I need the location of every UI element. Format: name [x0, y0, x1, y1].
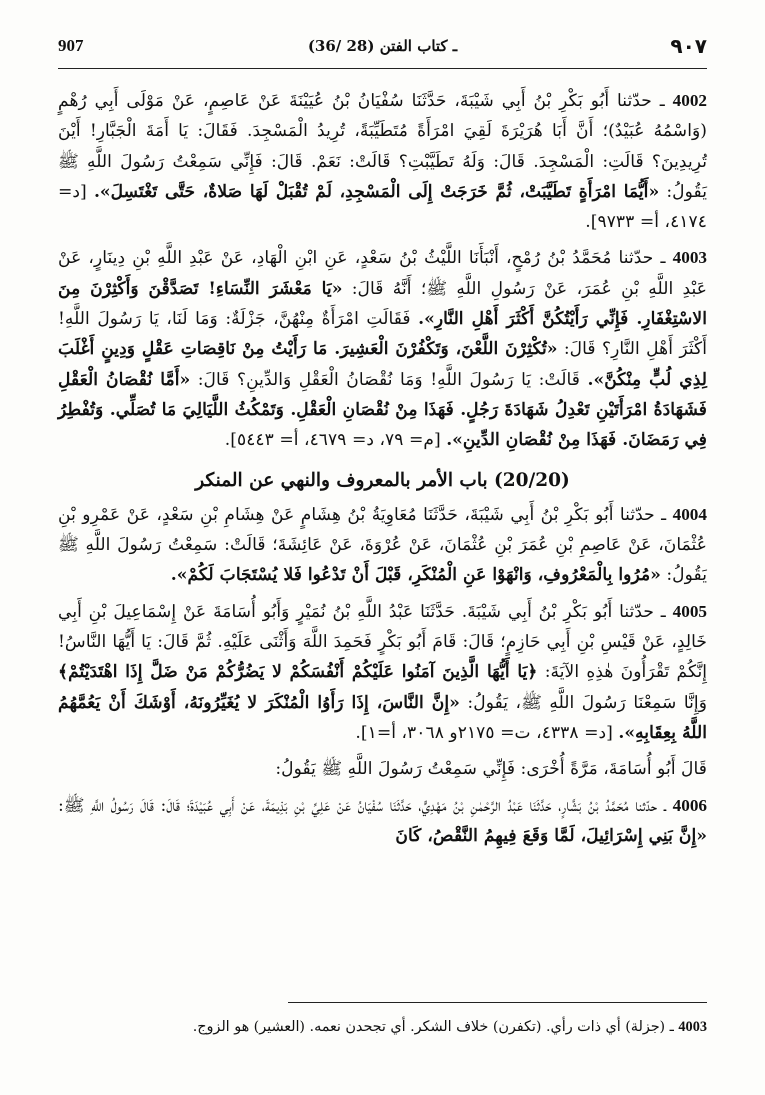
quran-verse: ﴿يَا أَيُّهَا الَّذِينَ آمَنُوا عَلَيْكُمْ أَنْفُسَكُمْ لا يَضُرُّكُمْ مَنْ ضَلَّ إِذَا اهْتَدَيْتُمْ﴾	[58, 662, 538, 683]
page-header	[58, 34, 707, 69]
hadith-reference: [د= ٤١٧٤، أ= ٩٧٣٣].	[58, 181, 707, 233]
footnote-number: 4003	[678, 1019, 707, 1035]
hadith-number: 4003	[672, 248, 707, 268]
page-number-arabic: ٩٠٧	[670, 34, 707, 58]
hadith-matn: «إِنَّ النَّاسَ، إِذَا رَأَوُا الْمُنْكَرَ لا يُغَيِّرُونَهُ، أَوْشَكَ أَنْ يَعُمَّهُمُ اللَّهُ بِعِقَابِهِ».	[58, 692, 707, 743]
hadith-isnad: ـ حدّثنا مُحَمَّدُ بْنُ رُمْحٍ، أَنْبَأَنَا اللَّيْثُ بْنُ سَعْدٍ، عَنِ ابْنِ الْهَادِ، عَنْ عَبْدِ اللَّهِ بْنِ دِينَارٍ، عَنْ عَبْدِ اللَّهِ بْنِ عُمَرَ، عَنْ رَسُولِ اللَّهِ ﷺ؛ أَنَّهُ قَالَ:	[58, 248, 707, 299]
hadith-number: 4004	[672, 504, 707, 524]
footnote	[58, 1016, 707, 1038]
hadith-4004	[58, 500, 707, 591]
hadith-isnad: ـ حدّثنا أَبُو بَكْرِ بْنُ أَبِي شَيْبَةَ، حَدَّثَنَا مُعَاوِيَةُ بْنُ هِشَامٍ عَنْ هِشَامِ بْنِ سَعْدٍ، عَنْ عَمْرِو بْنِ عُثْمَانَ، عَنْ عَاصِمِ بْنِ عُمَرَ بْنِ عُثْمَانَ، عَنْ عُرْوَةَ، عَنْ عَائِشَةَ؛ قَالَتْ: سَمِعْتُ رَسُولَ اللَّهِ ﷺ يَقُولُ:	[58, 504, 707, 586]
narrator-note	[58, 754, 707, 784]
hadith-number: 4002	[672, 91, 707, 110]
running-title: (36/ 28) ـ كتاب الفتن	[307, 37, 458, 55]
hadith-narration: قَالَتْ: يَا رَسُولَ اللَّهِ! وَمَا نُقْصَانُ الْعَقْلِ وَالدِّينِ؟ قَالَ:	[197, 369, 580, 390]
hadith-matn: «تُكْثِرْنَ اللَّعْنَ، وَتَكْفُرْنَ الْعَشِيرَ. مَا رَأَيْتُ مِنْ نَاقِصَاتِ عَقْلٍ وَدِينٍ أَغْلَبَ لِذِي لُبٍّ مِنْكُنَّ».	[58, 339, 708, 390]
hadith-matn: «أَمَّا نُقْصَانُ الْعَقْلِ فَشَهَادَةُ امْرَأَتَيْنِ تَعْدِلُ شَهَادَةَ رَجُلٍ. فَهَذَا مِنْ نُقْصَانِ الْعَقْلِ. وَتَمْكُثُ اللَّيَالِيَ مَا تُصَلِّي. وَتُفْطِرُ فِي رَمَضَانَ. فَهَذَا مِنْ نُقْصَانِ الدِّينِ».	[58, 369, 707, 451]
hadith-4003	[58, 243, 707, 455]
narrator-note-text: قَالَ أَبُو أُسَامَةَ، مَرَّةً أُخْرَى: فَإِنِّي سَمِعْتُ رَسُولَ اللَّهِ ﷺ يَقُولُ:	[275, 759, 707, 780]
hadith-isnad: ـ حدّثنا مُحَمَّدُ بْنُ بَشَّارٍ، حَدَّثَنَا عَبْدُ الرَّحْمٰنِ بْنُ مَهْدِيٍّ، حَدَّثَنَا سُفْيَانُ عَنْ عَلِيِّ بْنِ بَذِيمَةَ، عَنْ أَبِي عُبَيْدَةَ؛ قَالَ: قَالَ رَسُولُ اللَّهِ ﷺ:	[58, 795, 666, 816]
hadith-reference: [د= ٤٣٣٨، ت= ٢١٧٥و ٣٠٦٨، أ=١].	[355, 722, 613, 743]
hadith-number: 4005	[672, 601, 707, 621]
hadith-narration: فَقَالَتِ امْرَأَةٌ مِنْهُنَّ، جَزْلَةٌ: وَمَا لَنَا، يَا رَسُولَ اللَّهِ! أَكْثَرَ أَهْلِ النَّارِ؟ قَالَ:	[58, 309, 707, 360]
hadith-matn: «يَا مَعْشَرَ النِّسَاءِ! تَصَدَّقْنَ وَأَكْثِرْنَ مِنَ الاسْتِغْفَارِ. فَإِنِّي رَأَيْتُكُنَّ أَكْثَرَ أَهْلِ النَّارِ».	[58, 278, 707, 330]
main-text	[58, 86, 707, 857]
hadith-4006	[58, 791, 707, 852]
hadith-4005	[58, 597, 707, 748]
hadith-reference: [م= ٧٩، د= ٤٦٧٩، أ= ٥٤٤٣].	[224, 430, 441, 451]
hadith-isnad: ـ حدّثنا أَبُو بَكْرِ بْنُ أَبِي شَيْبَةَ، حَدَّثَنَا سُفْيَانُ بْنُ عُيَيْنَةَ عَنْ عَاصِمٍ، عَنْ مَوْلَى أَبِي رُهْمٍ (وَاسْمُهُ عُبَيْدٌ)؛ أَنَّ أَبَا هُرَيْرَةَ لَقِيَ امْرَأَةً مُتَطَيِّبَةً، تُرِيدُ الْمَسْجِدَ. فَقَالَ: يَا أَمَةَ الْجَبَّارِ! أَيْنَ تُرِيدِينَ؟ قَالَتِ: الْمَسْجِدَ. قَالَ: وَلَهُ تَطَيَّبْتِ؟ قَالَتْ: نَعَمْ. قَالَ: فَإِنِّي سَمِعْتُ رَسُولَ اللَّهِ ﷺ يَقُولُ:	[58, 91, 708, 202]
chapter-heading: (20/20) باب الأمر بالمعروف والنهي عن المنكر	[195, 469, 570, 491]
hadith-matn: «أَيُّمَا امْرَأَةٍ تَطَيَّبَتْ، ثُمَّ خَرَجَتْ إِلَى الْمَسْجِدِ، لَمْ تُقْبَلْ لَهَا صَلاةٌ، حَتَّى تَغْتَسِلَ».	[93, 181, 660, 202]
footnote-text: ـ (جزلة) أي ذات رأي. (تكفرن) خلاف الشكر. أي تجحدن نعمه. (العشير) هو الزوج.	[192, 1019, 674, 1035]
hadith-4002	[58, 86, 707, 237]
footnote-divider	[288, 1002, 707, 1003]
hadith-matn: «مُرُوا بِالْمَعْرُوفِ، وَانْهَوْا عَنِ الْمُنْكَرِ، قَبْلَ أَنْ تَدْعُوا فَلا يُسْتَجَابَ لَكُمْ».	[170, 565, 661, 586]
hadith-number: 4006	[672, 795, 708, 815]
hadith-isnad: ـ حدّثنا أَبُو بَكْرِ بْنُ أَبِي شَيْبَةَ. حَدَّثَنَا عَبْدُ اللَّهِ بْنُ نُمَيْرٍ وَأَبُو أُسَامَةَ عَنْ إِسْمَاعِيلَ بْنِ أَبِي خَالِدٍ، عَنْ قَيْسِ بْنِ أَبِي حَازِمٍ؛ قَالَ: قَامَ أَبُو بَكْرٍ فَحَمِدَ اللَّهَ وَأَثْنَى عَلَيْهِ. ثُمَّ قَالَ: يَا أَيُّهَا النَّاسُ! إِنَّكُمْ تَقْرَأُونَ هٰذِهِ الآيَةَ:	[58, 601, 708, 683]
hadith-narration: وَإِنَّا سَمِعْنَا رَسُولَ اللَّهِ ﷺ، يَقُولُ:	[467, 692, 708, 713]
page-number-latin: 907	[58, 36, 84, 55]
hadith-matn: «إِنَّ بَنِي إِسْرَائِيلَ، لَمَّا وَقَعَ فِيهِمُ النَّقْصُ، كَانَ	[395, 825, 707, 846]
